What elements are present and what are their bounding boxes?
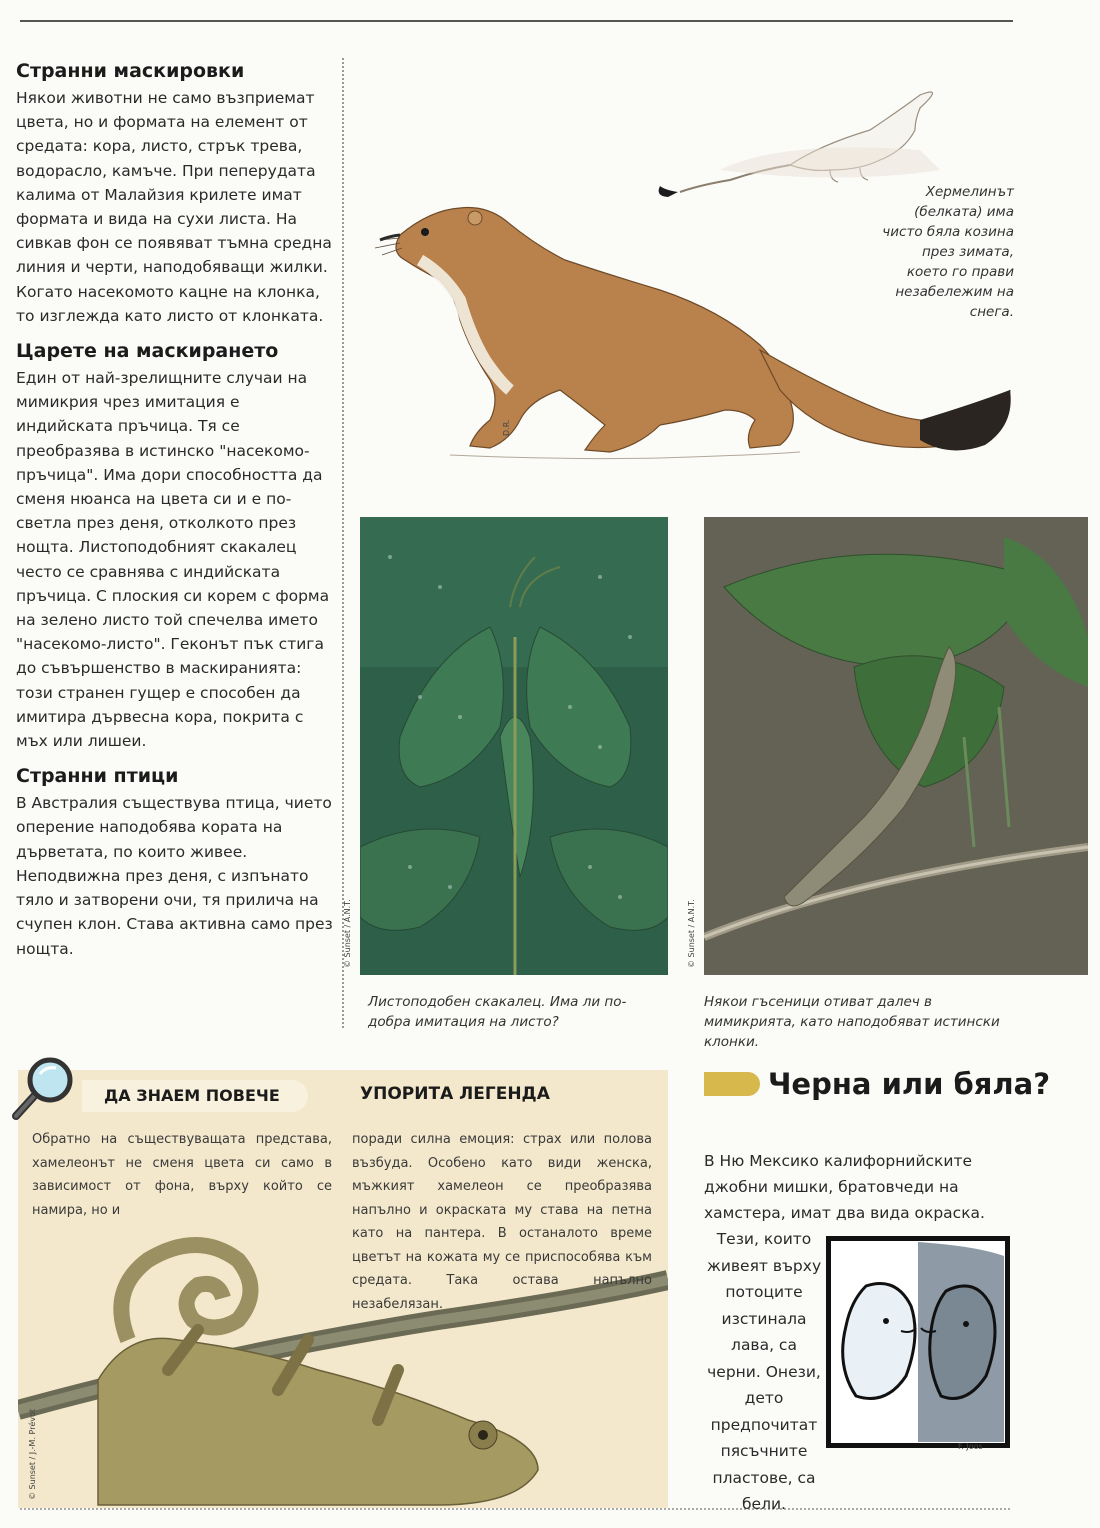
leaf-insect-photo [360, 517, 668, 975]
info-box-text-col1: Обратно на съществуващата представа, хамелеонът не сменя цвета си само в зависимост от фона, върху който се намира, но и [32, 1132, 332, 1218]
leaf-insect-credit: © Sunset / A.N.T. [343, 899, 352, 968]
section-heading: Странни птици [16, 765, 179, 788]
caterpillar-photo [704, 517, 1088, 975]
section-kings-of-disguise [16, 338, 334, 753]
section-strange-disguises [16, 58, 334, 328]
leaf-insect-caption: Листоподобен скакалец. Има ли по-добра имитация на листо? [368, 994, 627, 1030]
info-box-title: УПОРИТА ЛЕГЕНДА [360, 1084, 550, 1104]
caterpillar-credit: © Sunset / A.N.T. [687, 899, 696, 968]
pocket-mice-illustration [826, 1236, 1010, 1448]
left-column [16, 58, 334, 971]
column-divider [342, 58, 344, 1028]
chameleon-credit: © Sunset / J.-M. Prévot [28, 1408, 37, 1500]
illustration-credit: F. Joos [958, 1442, 983, 1451]
section-text: Един от най-зрелищните случаи на мимикрия чрез имитация е индийската пръчица. Тя се преобразява в истинско "насекомо-пръчица". Има дори способността да сменя нюанса на цвета си и е по-светла през деня, отколкото през нощта. Листоподобният скакалец често се сравнява с индийската пръчица. С плоския си корем с форма на зелено листо той спечелва името "насекомо-листо". Геконът пък стига до съвършенство в маскираниятa: този странен гущер е способен да имитира дървесна кора, покрита с мъх или лишеи. [16, 369, 330, 751]
section-heading: Странни маскировки [16, 60, 245, 82]
info-box-text-col2: поради силна емоция: страх или полова възбуда. Особено като види женска, мъжкият хамелеон се преобразява напълно и окраската му става на петна като на пантера. В останалото време цветът на кожата му се приспособява към средата. Така остава напълно незабелязан. [352, 1132, 652, 1312]
section-heading: Царете на маскирането [16, 340, 279, 363]
ermine-caption: Хермелинът (белката) има чисто бяла козина през зимата, което го прави незабележим на снега. [882, 184, 1014, 320]
section-strange-birds [16, 763, 334, 960]
article-title-text: Черна или бяла? [768, 1067, 1051, 1101]
top-rule [20, 20, 1013, 22]
info-box-persistent-legend [18, 1070, 668, 1508]
caterpillar-caption: Някои гъсеници отиват далеч в мимикрията, като наподобяват истински клонки. [704, 994, 1000, 1050]
info-box-tag: ДА ЗНАЕМ ПОВЕЧЕ [82, 1080, 308, 1112]
section-text: Някои животни не само възприемат цвета, но и формата на елемент от средата: кора, листо, стрък трева, водорасло, камъче. При пеперудата калима от Малайзия крилете имат формата и вида на сухи листа. На сивкав фон се появяват тъмна средна линия и черти, наподобяващи жилки. Когато насекомото кацне на клонка, то изглежда като листо от клонката. [16, 89, 332, 325]
magnifier-icon [6, 1052, 78, 1124]
section-text: В Австралия съществува птица, чието оперение наподобява кората на дърветата, по които живее. Неподвижна през деня, с изпънато тяло и затворени очи, тя прилича на счупен клон. Става активна само през нощта. [16, 794, 333, 958]
ermine-credit: D.R. [502, 419, 511, 436]
bottom-rule [20, 1508, 1010, 1510]
article-text-continued: Тези, които живеят върху потоците изстинала лава, са черни. Онези, дето предпочитат пясъчните пластове, са бели. [706, 1230, 822, 1513]
article-text-intro: В Ню Мексико калифорнийските джобни мишки, братовчеди на хамстера, имат два вида окраска. [704, 1152, 985, 1222]
article-title [704, 1066, 1050, 1102]
